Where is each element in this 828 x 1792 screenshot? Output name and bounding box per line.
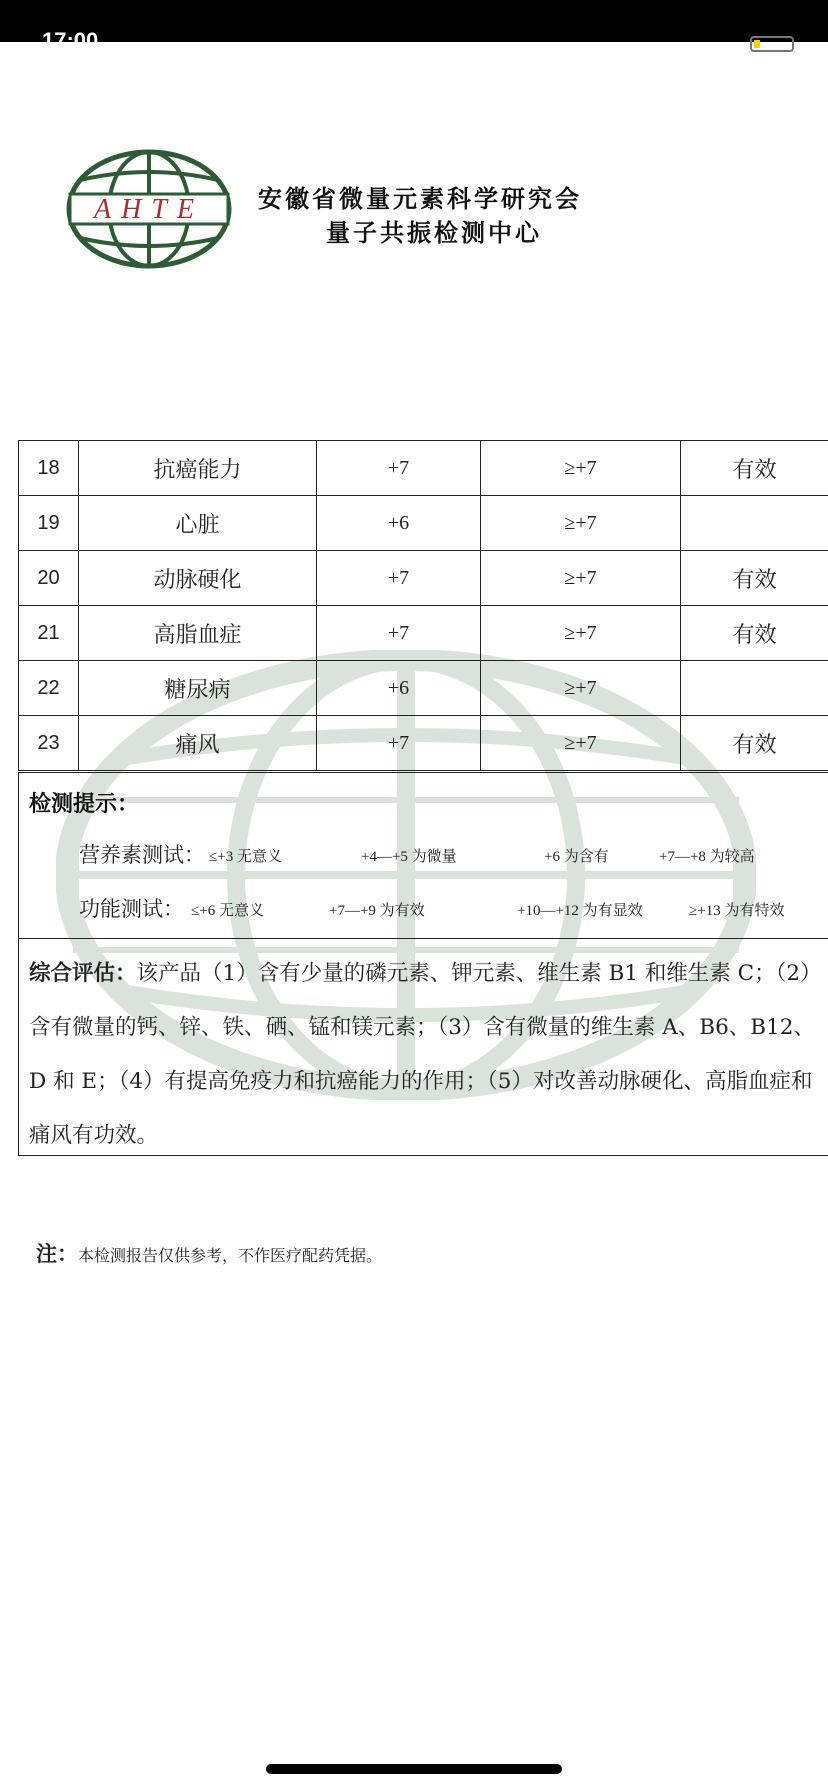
summary-box <box>18 938 828 1156</box>
row-value: +7 <box>317 441 481 496</box>
row-item: 心脏 <box>79 496 317 551</box>
row-item: 动脉硬化 <box>79 551 317 606</box>
table-row <box>19 716 828 771</box>
row-value: +7 <box>317 551 481 606</box>
ahte-logo <box>64 148 234 270</box>
nutrient-item: +4—+5 为微量 <box>361 849 457 865</box>
row-result <box>681 661 828 716</box>
test-hints-box <box>18 772 828 938</box>
results-table <box>18 440 828 771</box>
row-number: 20 <box>19 551 79 606</box>
row-result: 有效 <box>681 551 828 606</box>
summary-title: 综合评估： <box>29 961 137 986</box>
function-item: ≤+6 无意义 <box>191 903 264 919</box>
nutrient-item: +7—+8 为较高 <box>659 849 755 865</box>
row-value: +6 <box>317 496 481 551</box>
status-bar <box>0 0 828 53</box>
row-value: +6 <box>317 661 481 716</box>
function-item: ≥+13 为有特效 <box>689 903 785 919</box>
row-standard: ≥+7 <box>481 551 681 606</box>
row-result: 有效 <box>681 606 828 661</box>
battery-icon <box>750 36 794 52</box>
row-standard: ≥+7 <box>481 606 681 661</box>
logo-text: AHTE <box>94 194 204 225</box>
table-row <box>19 661 828 716</box>
row-standard: ≥+7 <box>481 496 681 551</box>
row-result: 有效 <box>681 716 828 771</box>
table-row <box>19 441 828 496</box>
nutrient-test-row <box>79 839 755 869</box>
row-item: 痛风 <box>79 716 317 771</box>
row-number: 19 <box>19 496 79 551</box>
organization-name <box>258 182 678 250</box>
note-label: 注： <box>36 1242 78 1266</box>
row-number: 18 <box>19 441 79 496</box>
table-row <box>19 496 828 551</box>
row-standard: ≥+7 <box>481 661 681 716</box>
function-item: +10—+12 为有显效 <box>517 903 643 919</box>
org-line-2: 量子共振检测中心 <box>326 219 542 247</box>
summary-paragraph <box>29 947 828 1163</box>
row-item: 抗癌能力 <box>79 441 317 496</box>
row-value: +7 <box>317 606 481 661</box>
row-item: 高脂血症 <box>79 606 317 661</box>
row-number: 23 <box>19 716 79 771</box>
row-number: 21 <box>19 606 79 661</box>
nutrient-label: 营养素测试： <box>79 843 205 867</box>
home-indicator[interactable] <box>266 1764 562 1774</box>
org-line-1: 安徽省微量元素科学研究会 <box>258 185 582 213</box>
function-item: +7—+9 为有效 <box>329 903 425 919</box>
summary-text: 该产品（1）含有少量的磷元素、钾元素、维生素 B1 和维生素 C；（2）含有微量的钙、锌、铁、硒、锰和镁元素；（3）含有微量的维生素 A、B6、B12、D 和 E；（4）有提高免疫力和抗癌能力的作用；（5）对改善动脉硬化、高脂血症和痛风有功效。 <box>29 961 822 1148</box>
hints-title: 检测提示： <box>29 792 140 817</box>
nutrient-item: +6 为含有 <box>544 849 609 865</box>
disclaimer-note <box>36 1238 382 1268</box>
row-value: +7 <box>317 716 481 771</box>
row-number: 22 <box>19 661 79 716</box>
nutrient-item: ≤+3 无意义 <box>209 849 282 865</box>
function-test-row <box>79 893 785 923</box>
row-standard: ≥+7 <box>481 441 681 496</box>
row-standard: ≥+7 <box>481 716 681 771</box>
row-result: 有效 <box>681 441 828 496</box>
table-row <box>19 551 828 606</box>
row-result <box>681 496 828 551</box>
note-text: 本检测报告仅供参考，不作医疗配药凭据。 <box>78 1246 383 1265</box>
function-label: 功能测试： <box>79 897 184 921</box>
status-time: 17:00 <box>42 28 99 53</box>
row-item: 糖尿病 <box>79 661 317 716</box>
table-row <box>19 606 828 661</box>
